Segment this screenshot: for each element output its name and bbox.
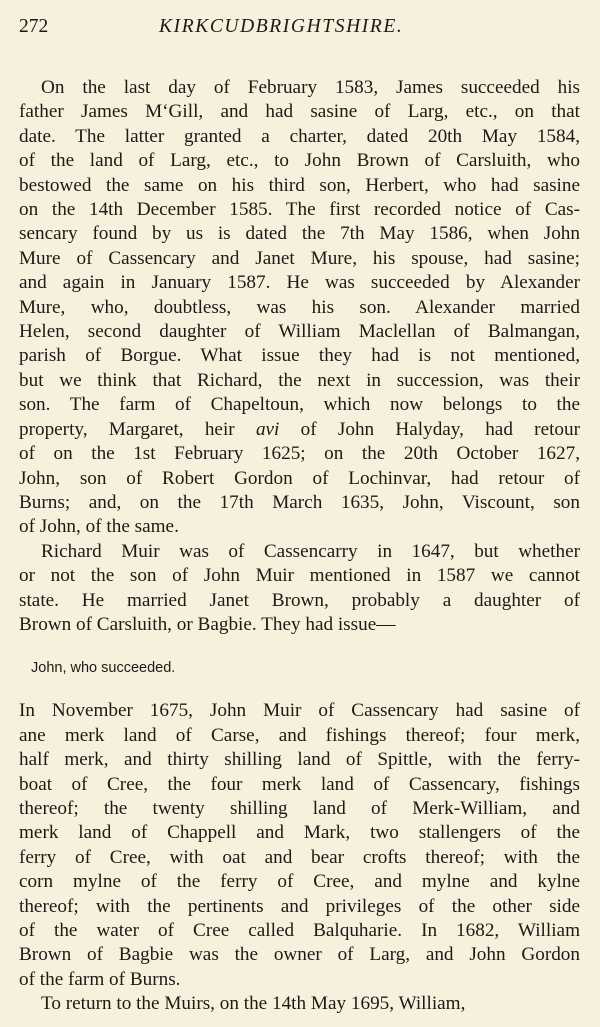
text-line: son. The farm of Chapeltoun, which now belongs to the bbox=[19, 394, 580, 416]
text-line: boat of Cree, the four merk land of Cassencary, fishings bbox=[19, 773, 580, 795]
text-line: Mure of Cassencary and Janet Mure, his spouse, had sasine; bbox=[19, 247, 580, 269]
running-title: KIRKCUDBRIGHTSHIRE. bbox=[159, 16, 404, 37]
running-head bbox=[19, 14, 580, 44]
text-line: Helen, second daughter of William Maclellan of Balmangan, bbox=[19, 321, 580, 343]
text-line: merk land of Chappell and Mark, two stallengers of the bbox=[19, 822, 580, 844]
paragraph-2 bbox=[19, 540, 580, 638]
text-line: To return to the Muirs, on the 14th May 1695, William, bbox=[41, 993, 466, 1015]
text-line: of John, of the same. bbox=[19, 516, 179, 538]
text-line: Brown of Carsluith, or Bagbie. They had issue— bbox=[19, 613, 396, 635]
text-line: Burns; and, on the 17th March 1635, John, Viscount, son bbox=[19, 491, 580, 513]
text-line: but we think that Richard, the next in succession, was their bbox=[19, 369, 580, 391]
text-line: of on the 1st February 1625; on the 20th October 1627, bbox=[19, 443, 580, 465]
text-line: or not the son of John Muir mentioned in 1587 we cannot bbox=[19, 565, 580, 587]
body-text bbox=[19, 76, 580, 1017]
text-line: date. The latter granted a charter, dated 20th May 1584, bbox=[19, 125, 580, 147]
text-line: property, Margaret, heir avi of John Halyday, had retour bbox=[19, 418, 580, 440]
paragraph-4 bbox=[19, 992, 580, 1016]
text-line: of the land of Larg, etc., to John Brown of Carsluith, who bbox=[19, 150, 580, 172]
text-line: thereof; with the pertinents and privileges of the other side bbox=[19, 895, 580, 917]
text-line: thereof; the twenty shilling land of Merk-William, and bbox=[19, 797, 580, 819]
text-line: Richard Muir was of Cassencarry in 1647, but whether bbox=[41, 540, 580, 562]
text-line: state. He married Janet Brown, probably a daughter of bbox=[19, 589, 580, 611]
text-line: John, son of Robert Gordon of Lochinvar, had retour of bbox=[19, 467, 580, 489]
text-line: on the 14th December 1585. The first recorded notice of Cas- bbox=[19, 199, 580, 221]
text-line: In November 1675, John Muir of Cassencary had sasine of bbox=[19, 700, 580, 722]
issue-line: John, who succeeded. bbox=[31, 660, 176, 677]
text-line: ane merk land of Carse, and fishings thereof; four merk, bbox=[19, 724, 580, 746]
text-line: of the farm of Burns. bbox=[19, 968, 181, 990]
text-line: Mure, who, doubtless, was his son. Alexander married bbox=[19, 296, 580, 318]
text-line: Brown of Bagbie was the owner of Larg, and John Gordon bbox=[19, 944, 580, 966]
text-line: sencary found by us is dated the 7th May 1586, when John bbox=[19, 223, 580, 245]
text-line: parish of Borgue. What issue they had is not mentioned, bbox=[19, 345, 580, 367]
text-line: bestowed the same on his third son, Herbert, who had sasine bbox=[19, 174, 580, 196]
text-line: half merk, and thirty shilling land of Spittle, with the ferry- bbox=[19, 749, 580, 771]
text-line: corn mylne of the ferry of Cree, and mylne and kylne bbox=[19, 871, 580, 893]
paragraph-1 bbox=[19, 76, 580, 540]
text-line: father James M‘Gill, and had sasine of Larg, etc., on that bbox=[19, 101, 580, 123]
text-line: and again in January 1587. He was succeeded by Alexander bbox=[19, 272, 580, 294]
text-line: of the water of Cree called Balquharie. In 1682, William bbox=[19, 920, 580, 941]
paragraph-3 bbox=[19, 699, 580, 992]
text-line: ferry of Cree, with oat and bear crofts thereof; with the bbox=[19, 846, 580, 868]
page-number: 272 bbox=[19, 16, 49, 37]
text-line: On the last day of February 1583, James succeeded his bbox=[41, 77, 580, 98]
